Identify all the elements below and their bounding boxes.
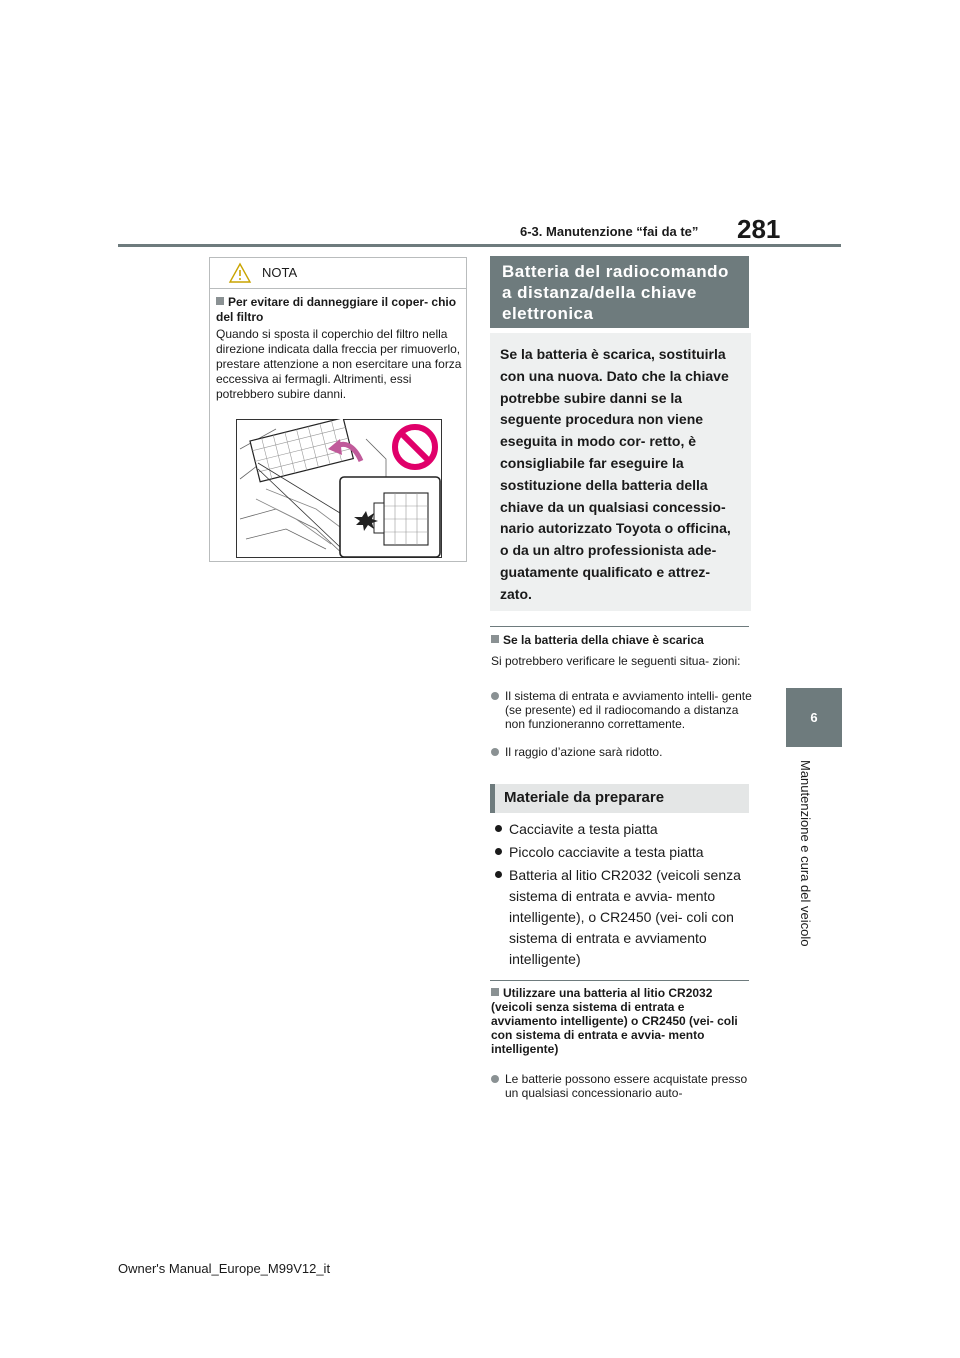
battery-section-title: Batteria del radiocomando a distanza/della chiave elettronica [490,256,749,328]
square-bullet-icon [491,988,499,996]
list-item: Le batterie possono essere acquistate presso un qualsiasi concessionario auto- [491,1072,755,1100]
materials-title: Materiale da preparare [504,789,665,806]
caution-subheading: Per evitare di danneggiare il coper- chio del filtro [216,295,457,324]
bullet-icon [491,692,499,700]
filter-cover-illustration [236,419,442,558]
battery-intro-box: Se la batteria è scarica, sostituirla con una nuova. Dato che la chiave potrebbe subire danni se la seguente procedura non viene eseguita in modo cor- retto, è consigliabile far eseguire la sostituzione della batteria della chiave da un qualsiasi concessio- nario autorizzato Toyota o officina, o da un altro professionista ade- guatamente qualificato e attrez- zato. [490,333,751,611]
section-divider [490,626,749,627]
accent-bar [490,784,495,813]
materials-list [493,819,743,972]
section-title: 6-3. Manutenzione “fai da te” [520,224,699,239]
square-bullet-icon [491,635,499,643]
list-item: Piccolo cacciavite a testa piatta [493,842,743,863]
footer-text: Owner's Manual_Europe_M99V12_it [118,1261,331,1276]
bullet-icon [491,1075,499,1083]
list-item: Il sistema di entrata e avviamento intelli- gente (se presente) ed il radiocomando a distanza non funzioneranno correttamente. [491,689,755,731]
chapter-title: Manutenzione e cura del veicolo [798,760,813,947]
caution-box [209,257,467,562]
header-rule [118,244,841,247]
warning-triangle-icon [228,262,252,284]
chapter-tab: 6 [786,688,842,747]
discharged-lead: Si potrebbero verificare le seguenti situa- zioni: [491,654,741,668]
caution-title: NOTA [262,265,298,280]
caution-header [210,258,466,289]
discharged-heading: Se la batteria della chiave è scarica [491,633,751,647]
list-item: Batteria al litio CR2032 (veicoli senza sistema di entrata e avvia- mento intelligente), o CR2450 (vei- coli con sistema di entrata e avviamento intelligente) [493,865,743,970]
bullet-icon [491,748,499,756]
lithium-heading: Utilizzare una batteria al litio CR2032 (veicoli senza sistema di entrata e avviamento intelligente) o CR2450 (vei- coli con sistema di entrata e avvia- mento intelligente) [491,986,738,1056]
square-bullet-icon [216,297,224,305]
section-divider [490,980,749,981]
materials-title-box [490,784,749,813]
page-number: 281 [737,214,781,244]
list-item: Cacciavite a testa piatta [493,819,743,840]
list-item: Il raggio d’azione sarà ridotto. [491,745,755,759]
caution-body: Quando si sposta il coperchio del filtro nella direzione indicata dalla freccia per rimuoverlo, prestare attenzione a non esercitare una forza eccessiva ai fermagli. Altrimenti, essi potrebbero subire danni. [216,327,462,401]
